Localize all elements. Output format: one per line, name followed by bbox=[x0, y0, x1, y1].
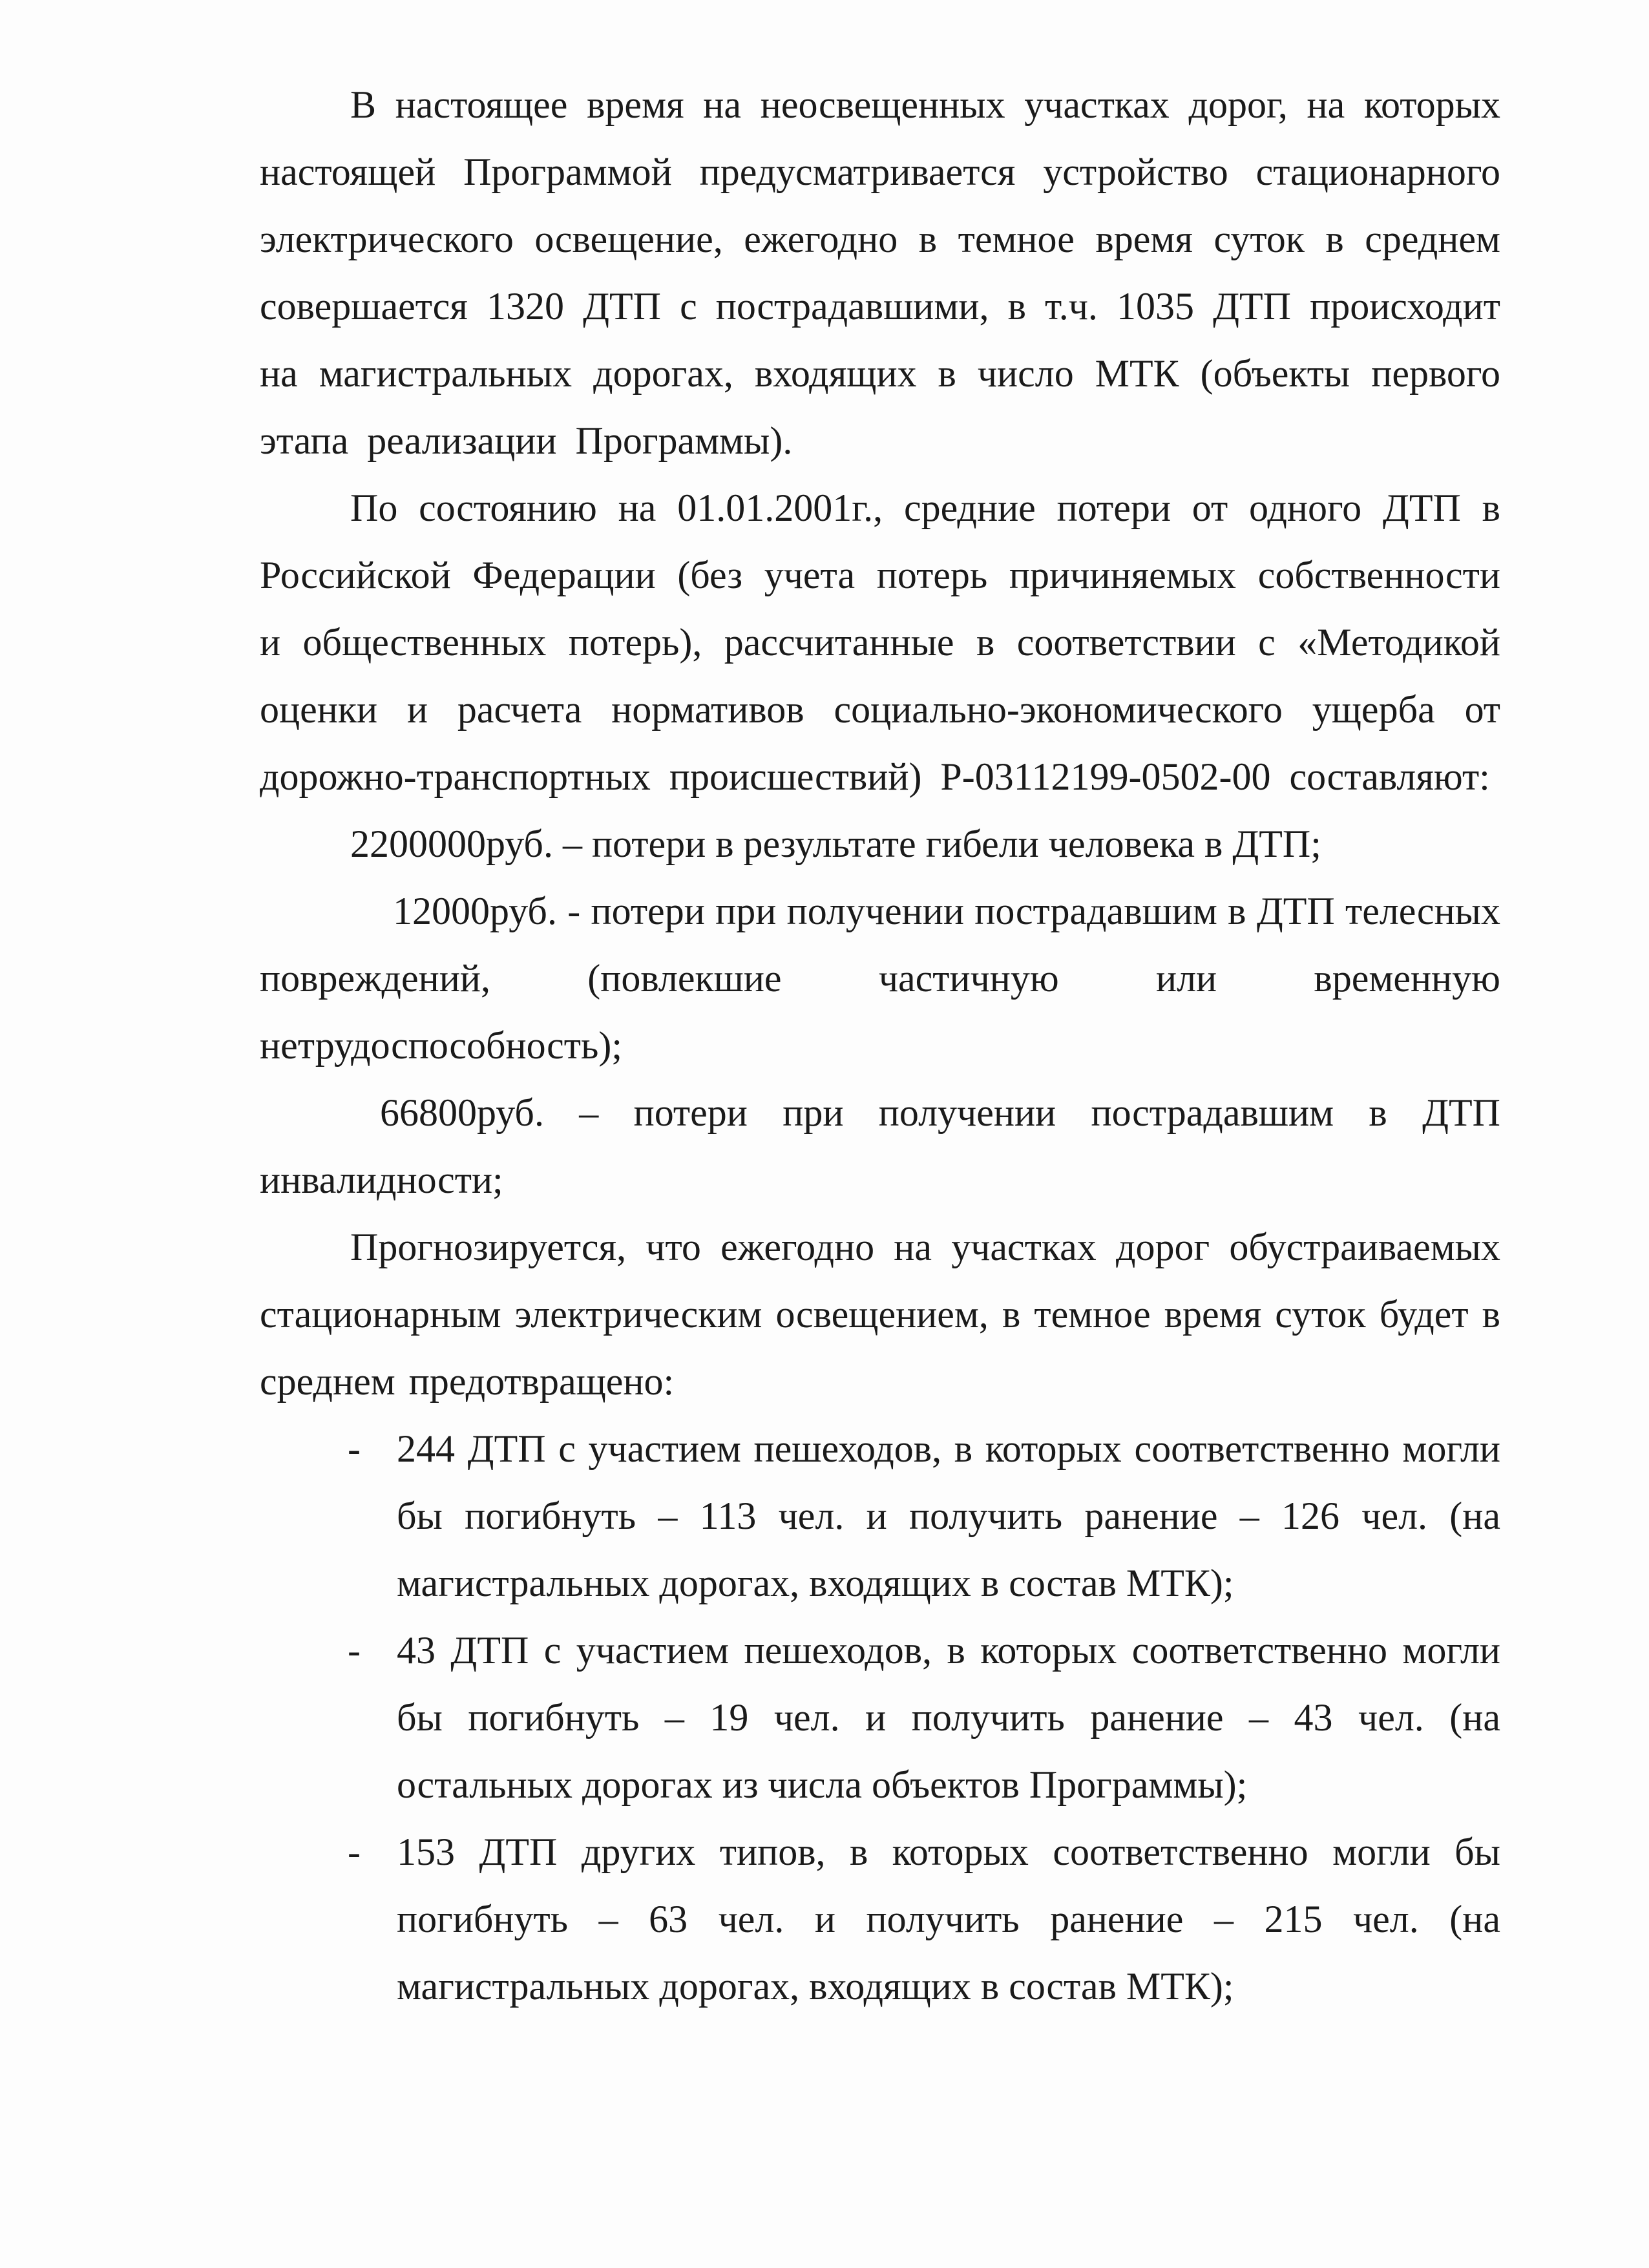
forecast-item-pedestrians-mtk: 244 ДТП с участием пешеходов, в которых соответственно могли бы погибнуть – 113 чел. и получить ранение – 126 чел. (на магистральных дорогах, входящих в состав МТК); bbox=[397, 1427, 1500, 1604]
list-item bbox=[260, 1818, 1500, 2020]
loss-injury: 12000руб. - потери при получении пострадавшим в ДТП телесных повреждений, (повлекшие частичную или временную нетрудоспособность); bbox=[260, 890, 1500, 1067]
document-body bbox=[260, 71, 1500, 2020]
paragraph-average-losses: По состоянию на 01.01.2001г., средние потери от одного ДТП в Российской Федерации (без учета потерь причиняемых собственности и общественных потерь), рассчитанные в соответствии с «Методикой оценки и расчета нормативов социально-экономического ущерба от дорожно-транспортных происшествий) Р-03112199-0502-00 составляют: bbox=[260, 487, 1500, 798]
forecast-list bbox=[260, 1415, 1500, 2020]
list-marker: - bbox=[348, 1427, 361, 1470]
list-marker: - bbox=[348, 1831, 361, 1873]
list-item bbox=[260, 1415, 1500, 1617]
list-marker: - bbox=[348, 1629, 361, 1672]
list-item bbox=[260, 1617, 1500, 1818]
forecast-item-other-types-mtk: 153 ДТП других типов, в которых соответственно могли бы погибнуть – 63 чел. и получить ранение – 215 чел. (на магистральных дорогах, входящих в состав МТК); bbox=[397, 1831, 1500, 2008]
forecast-item-pedestrians-other-roads: 43 ДТП с участием пешеходов, в которых соответственно могли бы погибнуть – 19 чел. и получить ранение – 43 чел. (на остальных дорогах из числа объектов Программы); bbox=[397, 1629, 1500, 1806]
paragraph-forecast-intro: Прогнозируется, что ежегодно на участках дорог обустраиваемых стационарным электрическим освещением, в темное время суток будет в среднем предотвращено: bbox=[260, 1226, 1500, 1403]
loss-death: 2200000руб. – потери в результате гибели человека в ДТП; bbox=[350, 823, 1321, 865]
paragraph-unlit-roads: В настоящее время на неосвещенных участках дорог, на которых настоящей Программой предусматривается устройство стационарного электрического освещение, ежегодно в темное время суток в среднем совершается 1320 ДТП с пострадавшими, в т.ч. 1035 ДТП происходит на магистральных дорогах, входящих в число МТК (объекты первого этапа реализации Программы). bbox=[260, 83, 1500, 462]
loss-disability: 66800руб. – потери при получении пострадавшим в ДТП инвалидности; bbox=[260, 1091, 1500, 1201]
